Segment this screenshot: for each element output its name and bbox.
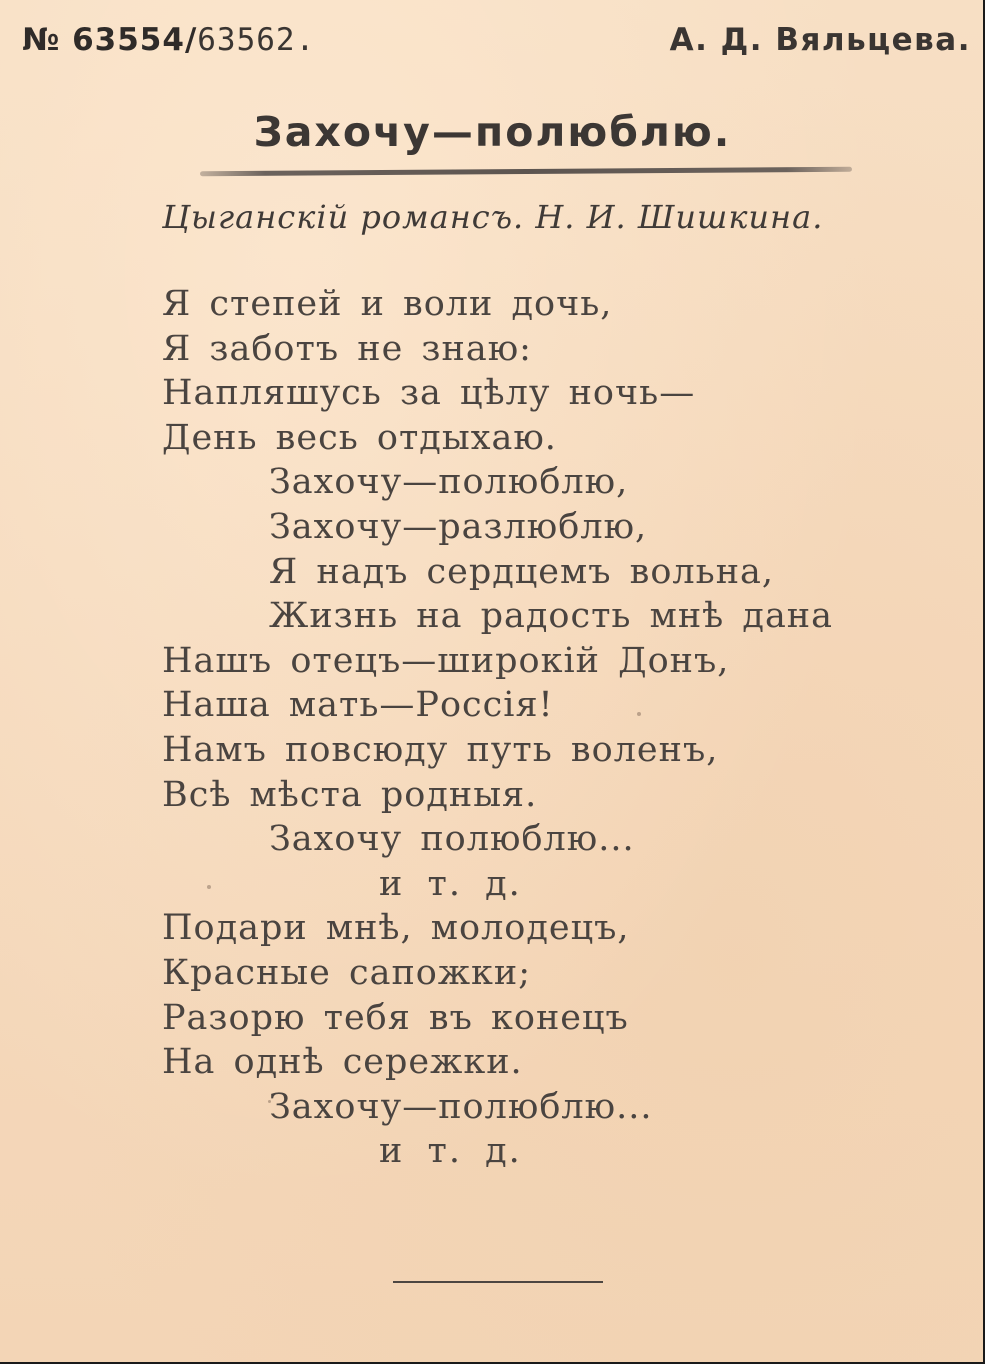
song-subtitle: Цыганскій романсъ. Н. И. Шишкина. xyxy=(162,198,824,236)
paper-speck xyxy=(207,885,211,889)
lyric-line-refrain: Захочу—полюблю, xyxy=(269,462,629,503)
lyric-line: Всѣ мѣста родныя. xyxy=(162,774,538,815)
lyric-line-refrain: Захочу—полюблю... xyxy=(269,1086,653,1127)
lyric-line: На однѣ сережки. xyxy=(162,1042,523,1083)
lyric-line: Наша мать—Россія! xyxy=(162,685,554,726)
lyric-line: Нашъ отецъ—широкій Донъ, xyxy=(162,640,730,681)
catalog-number xyxy=(22,22,315,58)
lyric-line: Я заботъ не знаю: xyxy=(162,328,532,369)
lyric-line: Намъ повсюду путь воленъ, xyxy=(162,729,719,770)
paper-speck xyxy=(637,712,641,716)
lyric-line-refrain: Жизнь на радость мнѣ дана xyxy=(269,596,834,637)
catalog-number-alternate: 63562. xyxy=(197,22,316,58)
lyric-line: День весь отдыхаю. xyxy=(162,417,557,458)
lyric-line: Напляшусь за цѣлу ночь— xyxy=(162,373,696,414)
paper-speck xyxy=(268,1100,271,1103)
lyric-line: Я степей и воли дочь, xyxy=(162,284,613,324)
song-title: Захочу—полюблю. xyxy=(253,108,732,156)
lyric-line-refrain: Захочу—разлюблю, xyxy=(269,506,648,547)
lyric-line-refrain: Я надъ сердцемъ вольна, xyxy=(269,551,775,592)
catalog-number-primary: № 63554/ xyxy=(22,22,198,58)
lyrics-block xyxy=(162,282,962,1174)
lyric-line-etc: и т. д. xyxy=(379,863,522,904)
lyric-line-refrain: Захочу полюблю... xyxy=(269,819,635,860)
lyric-line: Подари мнѣ, молодецъ, xyxy=(162,908,630,949)
lyric-line-etc: и т. д. xyxy=(379,1131,522,1172)
end-rule xyxy=(393,1281,603,1283)
lyric-line: Разорю тебя въ конецъ xyxy=(162,997,629,1038)
title-underline xyxy=(200,167,852,177)
lyric-line: Красные сапожки; xyxy=(162,952,532,993)
performer-name: А. Д. Вяльцева. xyxy=(669,22,971,58)
